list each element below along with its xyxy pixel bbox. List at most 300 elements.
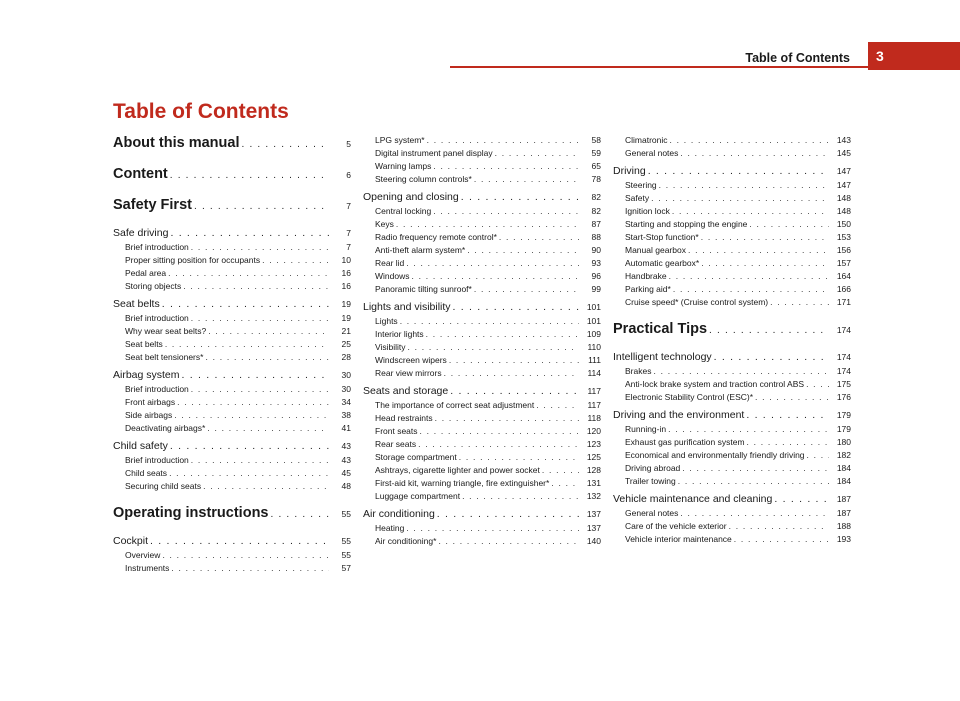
toc-entry-page: 179	[836, 424, 851, 434]
toc-entry-title: Side airbags	[125, 410, 173, 420]
dot-leader	[457, 451, 579, 464]
toc-chapter-entry[interactable]	[113, 535, 351, 548]
toc-entry-page: 34	[341, 397, 351, 407]
toc-entry-page: 78	[591, 174, 601, 184]
toc-entry-page: 176	[836, 392, 851, 402]
toc-entry-title: Brief introduction	[125, 384, 189, 394]
toc-section-entry[interactable]	[613, 179, 851, 192]
toc-entry-page: 43	[341, 455, 351, 465]
toc-section-entry[interactable]	[363, 490, 601, 503]
toc-entry-page: 16	[341, 268, 351, 278]
toc-chapter-entry[interactable]	[363, 385, 601, 398]
toc-entry-title: Trailer towing	[625, 476, 676, 486]
toc-entry-title: Driving abroad	[625, 463, 681, 473]
toc-entry-page: 147	[836, 166, 851, 176]
dot-leader	[168, 440, 329, 453]
toc-section-entry[interactable]	[363, 257, 601, 270]
dot-leader	[409, 270, 579, 283]
toc-entry-page: 174	[836, 352, 851, 362]
toc-entry-page: 157	[836, 258, 851, 268]
toc-entry-title: Front airbags	[125, 397, 176, 407]
toc-entry-page: 96	[591, 271, 601, 281]
toc-section-entry[interactable]	[613, 270, 851, 283]
toc-entry-page: 120	[586, 426, 601, 436]
toc-entry-title: Ashtrays, cigarette lighter and power socket	[375, 465, 540, 475]
toc-section-entry[interactable]	[363, 535, 601, 548]
toc-entry-title: Brief introduction	[125, 313, 189, 323]
toc-entry-page: 174	[836, 366, 851, 376]
toc-section-entry[interactable]	[113, 254, 351, 267]
dot-leader	[680, 462, 829, 475]
dot-leader	[424, 328, 579, 341]
dot-leader	[497, 231, 579, 244]
dot-leader	[707, 322, 829, 340]
toc-section-entry[interactable]	[113, 562, 351, 575]
toc-entry-page: 28	[341, 352, 351, 362]
running-header-title: Table of Contents	[745, 51, 850, 65]
toc-entry-page: 125	[586, 452, 601, 462]
toc-section-entry[interactable]	[363, 477, 601, 490]
toc-entry-title: Warning lamps	[375, 161, 432, 171]
dot-leader	[459, 191, 579, 204]
dot-leader	[744, 409, 829, 422]
toc-section-entry[interactable]	[363, 205, 601, 218]
toc-entry-title: Interior lights	[375, 329, 424, 339]
toc-section-entry[interactable]	[363, 522, 601, 535]
toc-entry-title: Steering column controls*	[375, 174, 472, 184]
toc-entry-page: 38	[341, 410, 351, 420]
dot-leader	[671, 283, 829, 296]
toc-entry-page: 147	[836, 180, 851, 190]
toc-chapter-entry[interactable]	[613, 165, 851, 178]
toc-section-entry[interactable]	[613, 218, 851, 231]
toc-section-entry[interactable]	[363, 451, 601, 464]
toc-section-entry[interactable]	[113, 467, 351, 480]
toc-section-entry[interactable]	[613, 520, 851, 533]
dot-leader	[436, 535, 579, 548]
toc-section-entry[interactable]	[113, 383, 351, 396]
toc-entry-page: 140	[586, 536, 601, 546]
toc-section-entry[interactable]	[113, 422, 351, 435]
dot-leader	[189, 241, 329, 254]
toc-entry-title: Airbag system	[113, 369, 180, 381]
toc-entry-title: Child seats	[125, 468, 168, 478]
toc-entry-page: 184	[836, 463, 851, 473]
toc-entry-title: Deactivating airbags*	[125, 423, 206, 433]
dot-leader	[651, 365, 829, 378]
toc-entry-title: General notes	[625, 508, 679, 518]
toc-chapter-entry[interactable]	[363, 191, 601, 204]
toc-chapter-entry[interactable]	[363, 508, 601, 521]
toc-section-entry[interactable]	[113, 241, 351, 254]
toc-entry-title: Storage compartment	[375, 452, 457, 462]
header-rule	[450, 66, 868, 68]
dot-leader	[699, 231, 829, 244]
toc-entry-title: Why wear seat belts?	[125, 326, 207, 336]
toc-entry-page: 82	[591, 206, 601, 216]
toc-section-entry[interactable]	[113, 280, 351, 293]
toc-section-entry[interactable]	[113, 351, 351, 364]
toc-entry-title: Rear lid	[375, 258, 405, 268]
toc-entry-title: Brief introduction	[125, 242, 189, 252]
toc-section-entry[interactable]	[613, 533, 851, 546]
toc-entry-title: Climatronic	[625, 135, 668, 145]
toc-entry-page: 174	[836, 325, 851, 335]
dot-leader	[404, 257, 579, 270]
toc-entry-title: Brakes	[625, 366, 652, 376]
toc-entry-title: Ignition lock	[625, 206, 670, 216]
dot-leader	[203, 351, 329, 364]
toc-entry-title: Rear seats	[375, 439, 417, 449]
toc-entry-title: Safe driving	[113, 227, 169, 239]
toc-entry-title: Front seats	[375, 426, 418, 436]
toc-section-entry[interactable]	[613, 378, 851, 391]
toc-section-entry[interactable]	[613, 192, 851, 205]
toc-chapter-entry[interactable]	[613, 409, 851, 422]
toc-section-entry[interactable]	[613, 507, 851, 520]
toc-chapter-entry[interactable]	[613, 493, 851, 506]
dot-leader	[804, 378, 829, 391]
toc-entry-page: 137	[586, 509, 601, 519]
dot-leader	[435, 508, 579, 521]
toc-entry-page: 128	[586, 465, 601, 475]
dot-leader	[753, 391, 829, 404]
toc-part-entry[interactable]	[113, 165, 351, 185]
toc-section-entry[interactable]	[613, 475, 851, 488]
toc-entry-page: 179	[836, 410, 851, 420]
toc-part-entry[interactable]	[113, 196, 351, 216]
toc-entry-title: Anti-theft alarm system*	[375, 245, 466, 255]
dot-leader	[465, 244, 579, 257]
dot-leader	[668, 134, 829, 147]
toc-section-entry[interactable]	[613, 391, 851, 404]
toc-entry-title: Anti-lock brake system and traction control ABS	[625, 379, 805, 389]
toc-entry-page: 43	[341, 441, 351, 451]
toc-section-entry[interactable]	[363, 412, 601, 425]
toc-entry-title: Air conditioning	[363, 508, 435, 520]
dot-leader	[534, 399, 579, 412]
toc-entry-page: 184	[836, 476, 851, 486]
toc-entry-title: Proper sitting position for occupants	[125, 255, 261, 265]
dot-leader	[260, 254, 329, 267]
toc-entry-title: Steering	[625, 180, 657, 190]
toc-entry-title: Overview	[125, 550, 161, 560]
toc-section-entry[interactable]	[363, 173, 601, 186]
toc-section-entry[interactable]	[363, 399, 601, 412]
page-number: 3	[876, 48, 884, 64]
toc-section-entry[interactable]	[363, 438, 601, 451]
toc-entry-page: 7	[346, 228, 351, 238]
toc-entry-page: 148	[836, 193, 851, 203]
dot-leader	[205, 422, 329, 435]
toc-entry-title: Intelligent technology	[613, 351, 712, 363]
dot-leader	[166, 267, 329, 280]
toc-entry-page: 156	[836, 245, 851, 255]
document-title: Table of Contents	[113, 100, 289, 123]
dot-leader	[745, 436, 829, 449]
dot-leader	[433, 412, 579, 425]
toc-entry-page: 30	[341, 370, 351, 380]
toc-entry-title: Seats and storage	[363, 385, 449, 397]
toc-entry-page: 109	[586, 329, 601, 339]
dot-leader	[442, 367, 579, 380]
toc-section-entry[interactable]	[363, 367, 601, 380]
toc-entry-page: 110	[587, 342, 601, 352]
toc-entry-title: Instruments	[125, 563, 170, 573]
toc-section-entry[interactable]	[613, 462, 851, 475]
toc-entry-page: 175	[836, 379, 851, 389]
dot-leader	[192, 198, 329, 216]
toc-section-entry[interactable]	[613, 205, 851, 218]
toc-entry-title: Practical Tips	[613, 321, 708, 337]
toc-entry-page: 55	[341, 509, 351, 519]
dot-leader	[168, 227, 329, 240]
toc-entry-page: 41	[341, 423, 351, 433]
toc-section-entry[interactable]	[363, 341, 601, 354]
dot-leader	[732, 533, 829, 546]
toc-column-3	[613, 134, 851, 546]
toc-entry-page: 65	[591, 161, 601, 171]
toc-entry-title: Child safety	[113, 440, 168, 452]
dot-leader	[425, 134, 579, 147]
toc-entry-page: 164	[836, 271, 851, 281]
toc-entry-page: 145	[836, 148, 851, 158]
dot-leader	[712, 351, 829, 364]
dot-leader	[175, 396, 329, 409]
toc-section-entry[interactable]	[363, 134, 601, 147]
dot-leader	[189, 383, 329, 396]
dot-leader	[727, 520, 829, 533]
dot-leader	[448, 385, 579, 398]
dot-leader	[406, 341, 579, 354]
toc-entry-page: 48	[341, 481, 351, 491]
dot-leader	[167, 467, 329, 480]
toc-entry-title: Central locking	[375, 206, 432, 216]
toc-column-2	[363, 134, 601, 548]
toc-section-entry[interactable]	[363, 231, 601, 244]
dot-leader	[160, 549, 329, 562]
dot-leader	[657, 179, 829, 192]
toc-entry-title: The importance of correct seat adjustment	[375, 400, 535, 410]
dot-leader	[239, 136, 329, 154]
toc-chapter-entry[interactable]	[113, 369, 351, 382]
toc-entry-page: 123	[586, 439, 601, 449]
dot-leader	[148, 535, 329, 548]
toc-entry-title: Cockpit	[113, 535, 149, 547]
toc-entry-page: 148	[836, 206, 851, 216]
toc-section-entry[interactable]	[613, 296, 851, 309]
toc-entry-page: 87	[591, 219, 601, 229]
toc-section-entry[interactable]	[363, 464, 601, 477]
toc-section-entry[interactable]	[613, 436, 851, 449]
toc-entry-page: 182	[836, 450, 851, 460]
toc-entry-title: Safety	[625, 193, 650, 203]
dot-leader	[431, 160, 579, 173]
toc-entry-title: Start-Stop function*	[625, 232, 699, 242]
toc-entry-page: 7	[346, 242, 351, 252]
toc-entry-page: 30	[341, 384, 351, 394]
toc-column-1	[113, 134, 351, 575]
toc-section-entry[interactable]	[113, 312, 351, 325]
toc-entry-title: Economical and environmentally friendly driving	[625, 450, 805, 460]
toc-entry-title: Seat belt tensioners*	[125, 352, 204, 362]
toc-section-entry[interactable]	[363, 283, 601, 296]
toc-entry-title: Opening and closing	[363, 191, 459, 203]
toc-section-entry[interactable]	[113, 409, 351, 422]
toc-section-entry[interactable]	[363, 354, 601, 367]
dot-leader	[670, 205, 829, 218]
toc-chapter-entry[interactable]	[363, 301, 601, 314]
dot-leader	[163, 338, 329, 351]
dot-leader	[451, 301, 579, 314]
toc-entry-title: Lights and visibility	[363, 301, 451, 313]
toc-section-entry[interactable]	[363, 315, 601, 328]
toc-entry-title: Driving and the environment	[613, 409, 745, 421]
toc-entry-page: 187	[836, 508, 851, 518]
dot-leader	[394, 218, 579, 231]
toc-entry-page: 59	[591, 148, 601, 158]
toc-entry-title: Driving	[613, 165, 646, 177]
toc-entry-title: First-aid kit, warning triangle, fire extinguisher*	[375, 478, 550, 488]
toc-part-entry[interactable]	[113, 504, 351, 524]
toc-entry-title: Pedal area	[125, 268, 167, 278]
toc-entry-title: Securing child seats	[125, 481, 202, 491]
toc-entry-title: Brief introduction	[125, 455, 189, 465]
toc-entry-page: 117	[587, 386, 601, 396]
toc-entry-title: Luggage compartment	[375, 491, 461, 501]
dot-leader	[404, 522, 579, 535]
toc-section-entry[interactable]	[613, 257, 851, 270]
toc-section-entry[interactable]	[613, 365, 851, 378]
toc-entry-title: Handbrake	[625, 271, 667, 281]
toc-section-entry[interactable]	[113, 267, 351, 280]
dot-leader	[805, 449, 829, 462]
toc-section-entry[interactable]	[363, 328, 601, 341]
toc-entry-title: Starting and stopping the engine	[625, 219, 748, 229]
toc-entry-page: 93	[591, 258, 601, 268]
toc-entry-title: Safety First	[113, 197, 192, 213]
toc-section-entry[interactable]	[613, 449, 851, 462]
toc-entry-page: 193	[836, 534, 851, 544]
toc-entry-page: 111	[588, 355, 601, 365]
toc-chapter-entry[interactable]	[113, 298, 351, 311]
toc-entry-page: 150	[836, 219, 851, 229]
dot-leader	[189, 312, 329, 325]
toc-entry-page: 187	[836, 494, 851, 504]
toc-entry-title: Panoramic tilting sunroof*	[375, 284, 472, 294]
dot-leader	[646, 165, 829, 178]
toc-entry-page: 6	[346, 170, 351, 180]
toc-chapter-entry[interactable]	[113, 440, 351, 453]
toc-entry-title: Parking aid*	[625, 284, 671, 294]
dot-leader	[772, 493, 829, 506]
toc-entry-title: Vehicle interior maintenance	[625, 534, 732, 544]
toc-section-entry[interactable]	[113, 338, 351, 351]
dot-leader	[747, 218, 829, 231]
dot-leader	[418, 425, 579, 438]
toc-entry-title: Head restraints	[375, 413, 433, 423]
toc-section-entry[interactable]	[613, 283, 851, 296]
toc-section-entry[interactable]	[613, 134, 851, 147]
toc-entry-title: Running-in	[625, 424, 667, 434]
toc-entry-page: 99	[591, 284, 601, 294]
toc-part-entry[interactable]	[613, 320, 851, 340]
toc-entry-title: Seat belts	[125, 339, 163, 349]
dot-leader	[649, 192, 829, 205]
toc-entry-page: 118	[587, 413, 601, 423]
toc-chapter-entry[interactable]	[113, 227, 351, 240]
toc-entry-title: Content	[113, 166, 168, 182]
toc-entry-page: 143	[836, 135, 851, 145]
dot-leader	[416, 438, 579, 451]
dot-leader	[667, 270, 829, 283]
toc-section-entry[interactable]	[363, 244, 601, 257]
toc-section-entry[interactable]	[113, 454, 351, 467]
toc-entry-page: 19	[341, 313, 351, 323]
toc-entry-title: Automatic gearbox*	[625, 258, 700, 268]
dot-leader	[686, 244, 829, 257]
toc-section-entry[interactable]	[613, 244, 851, 257]
toc-section-entry[interactable]	[363, 270, 601, 283]
dot-leader	[168, 167, 329, 185]
toc-entry-title: Air conditioning*	[375, 536, 437, 546]
toc-chapter-entry[interactable]	[613, 351, 851, 364]
toc-section-entry[interactable]	[363, 218, 601, 231]
dot-leader	[447, 354, 579, 367]
toc-entry-title: Windows	[375, 271, 410, 281]
dot-leader	[540, 464, 579, 477]
toc-part-entry[interactable]	[113, 134, 351, 154]
toc-section-entry[interactable]	[113, 396, 351, 409]
dot-leader	[699, 257, 829, 270]
dot-leader	[160, 298, 329, 311]
toc-entry-page: 132	[586, 491, 601, 501]
toc-section-entry[interactable]	[613, 231, 851, 244]
dot-leader	[768, 296, 829, 309]
toc-entry-title: Manual gearbox	[625, 245, 686, 255]
toc-entry-page: 21	[341, 326, 351, 336]
toc-entry-page: 171	[836, 297, 851, 307]
toc-entry-page: 19	[341, 299, 351, 309]
dot-leader	[180, 369, 329, 382]
toc-section-entry[interactable]	[613, 147, 851, 160]
toc-entry-title: Keys	[375, 219, 394, 229]
toc-entry-title: Lights	[375, 316, 398, 326]
toc-entry-title: Storing objects	[125, 281, 182, 291]
toc-section-entry[interactable]	[613, 423, 851, 436]
toc-entry-title: Electronic Stability Control (ESC)*	[625, 392, 754, 402]
toc-entry-page: 137	[586, 523, 601, 533]
toc-section-entry[interactable]	[363, 425, 601, 438]
toc-section-entry[interactable]	[113, 480, 351, 493]
toc-section-entry[interactable]	[113, 549, 351, 562]
toc-entry-title: Seat belts	[113, 298, 160, 310]
toc-section-entry[interactable]	[363, 160, 601, 173]
toc-section-entry[interactable]	[113, 325, 351, 338]
toc-entry-page: 25	[341, 339, 351, 349]
toc-section-entry[interactable]	[363, 147, 601, 160]
toc-entry-title: Exhaust gas purification system	[625, 437, 745, 447]
toc-entry-page: 82	[591, 192, 601, 202]
dot-leader	[493, 147, 579, 160]
toc-entry-page: 7	[346, 201, 351, 211]
dot-leader	[269, 506, 330, 524]
dot-leader	[678, 507, 829, 520]
toc-entry-page: 166	[836, 284, 851, 294]
dot-leader	[431, 205, 579, 218]
dot-leader	[676, 475, 829, 488]
toc-entry-page: 57	[341, 563, 351, 573]
